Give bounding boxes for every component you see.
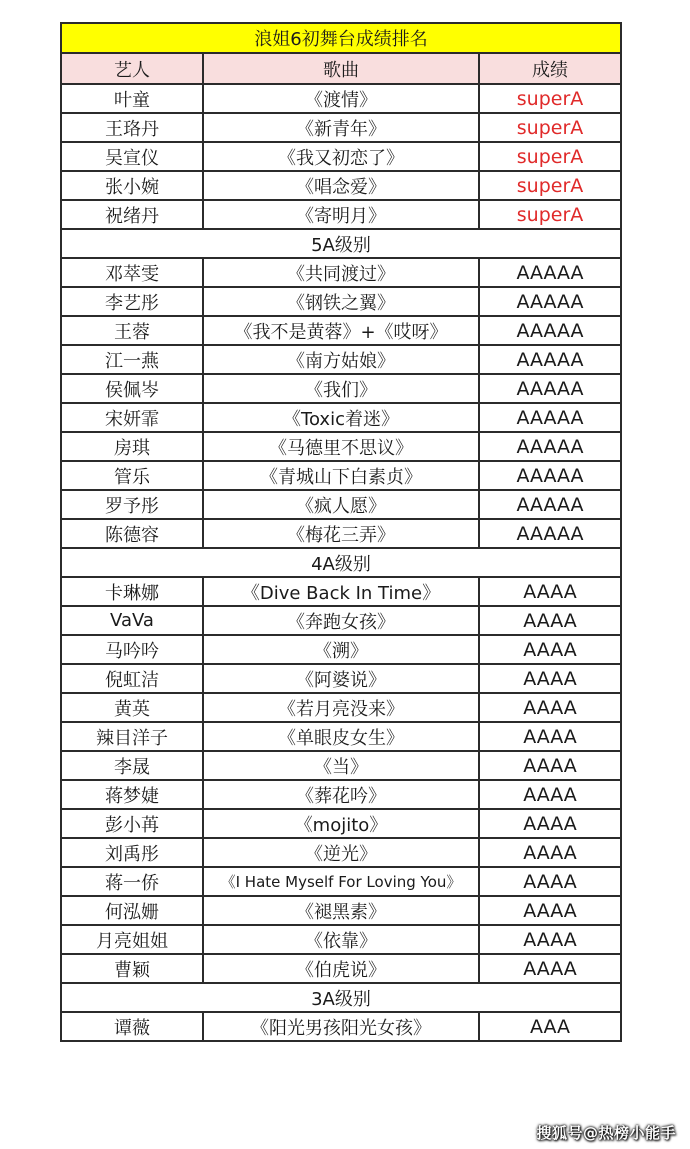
- song-cell: 《共同渡过》: [203, 258, 479, 287]
- table-row: [61, 751, 621, 780]
- score-cell: AAAAA: [479, 461, 621, 490]
- artist-cell: 刘禹彤: [61, 838, 203, 867]
- artist-cell: 王蓉: [61, 316, 203, 345]
- table-row: [61, 287, 621, 316]
- table-row: [61, 432, 621, 461]
- table-row: [61, 519, 621, 548]
- song-cell: 《疯人愿》: [203, 490, 479, 519]
- artist-cell: 黄英: [61, 693, 203, 722]
- artist-cell: 谭薇: [61, 1012, 203, 1041]
- table-row: [61, 490, 621, 519]
- artist-cell: 李艺彤: [61, 287, 203, 316]
- song-cell: 《溯》: [203, 635, 479, 664]
- table-row: [61, 316, 621, 345]
- table-row: [61, 171, 621, 200]
- table-row: [61, 345, 621, 374]
- score-cell: AAAA: [479, 809, 621, 838]
- artist-cell: 邓萃雯: [61, 258, 203, 287]
- artist-cell: 江一燕: [61, 345, 203, 374]
- artist-cell: 王珞丹: [61, 113, 203, 142]
- artist-cell: 辣目洋子: [61, 722, 203, 751]
- score-cell: AAAA: [479, 838, 621, 867]
- table-row: [61, 461, 621, 490]
- artist-cell: 倪虹洁: [61, 664, 203, 693]
- score-cell: AAAA: [479, 606, 621, 635]
- artist-cell: 何泓姗: [61, 896, 203, 925]
- song-cell: 《渡情》: [203, 84, 479, 113]
- song-cell: 《青城山下白素贞》: [203, 461, 479, 490]
- score-cell: AAAAA: [479, 519, 621, 548]
- artist-cell: 宋妍霏: [61, 403, 203, 432]
- table-row: [61, 577, 621, 606]
- table-row: [61, 200, 621, 229]
- score-cell: superA: [479, 171, 621, 200]
- tier-row: [61, 229, 621, 258]
- song-cell: 《当》: [203, 751, 479, 780]
- song-cell: 《葬花吟》: [203, 780, 479, 809]
- table-row: [61, 664, 621, 693]
- table-row: [61, 635, 621, 664]
- table-row: [61, 84, 621, 113]
- song-cell: 《若月亮没来》: [203, 693, 479, 722]
- song-cell: 《阿婆说》: [203, 664, 479, 693]
- song-cell: 《I Hate Myself For Loving You》: [203, 867, 479, 896]
- song-cell: 《南方姑娘》: [203, 345, 479, 374]
- artist-cell: 叶童: [61, 84, 203, 113]
- song-cell: 《奔跑女孩》: [203, 606, 479, 635]
- artist-cell: VaVa: [61, 606, 203, 635]
- score-cell: superA: [479, 84, 621, 113]
- artist-cell: 马吟吟: [61, 635, 203, 664]
- artist-cell: 月亮姐姐: [61, 925, 203, 954]
- artist-cell: 管乐: [61, 461, 203, 490]
- song-cell: 《唱念爱》: [203, 171, 479, 200]
- table-row: [61, 693, 621, 722]
- song-cell: 《褪黑素》: [203, 896, 479, 925]
- score-cell: AAAA: [479, 867, 621, 896]
- table-row: [61, 722, 621, 751]
- artist-cell: 陈德容: [61, 519, 203, 548]
- song-cell: 《梅花三弄》: [203, 519, 479, 548]
- header-song: 歌曲: [203, 53, 479, 84]
- song-cell: 《mojito》: [203, 809, 479, 838]
- score-cell: AAAA: [479, 780, 621, 809]
- header-score: 成绩: [479, 53, 621, 84]
- table-body: [61, 84, 621, 1041]
- table-row: [61, 374, 621, 403]
- song-cell: 《新青年》: [203, 113, 479, 142]
- table-row: [61, 896, 621, 925]
- score-cell: AAAAA: [479, 374, 621, 403]
- song-cell: 《寄明月》: [203, 200, 479, 229]
- table-row: [61, 925, 621, 954]
- score-cell: AAAA: [479, 954, 621, 983]
- artist-cell: 李晟: [61, 751, 203, 780]
- table-row: [61, 809, 621, 838]
- artist-cell: 祝绪丹: [61, 200, 203, 229]
- score-cell: AAA: [479, 1012, 621, 1041]
- tier-label: 4A级别: [61, 548, 621, 577]
- score-cell: AAAAA: [479, 432, 621, 461]
- artist-cell: 张小婉: [61, 171, 203, 200]
- header-row: [61, 53, 621, 84]
- score-cell: AAAA: [479, 896, 621, 925]
- artist-cell: 蒋梦婕: [61, 780, 203, 809]
- score-cell: AAAAA: [479, 490, 621, 519]
- song-cell: 《我又初恋了》: [203, 142, 479, 171]
- tier-label: 5A级别: [61, 229, 621, 258]
- table-row: [61, 258, 621, 287]
- song-cell: 《逆光》: [203, 838, 479, 867]
- table-row: [61, 780, 621, 809]
- tier-row: [61, 983, 621, 1012]
- artist-cell: 房琪: [61, 432, 203, 461]
- score-cell: AAAA: [479, 635, 621, 664]
- artist-cell: 曹颖: [61, 954, 203, 983]
- score-cell: AAAAA: [479, 345, 621, 374]
- score-cell: superA: [479, 200, 621, 229]
- song-cell: 《我们》: [203, 374, 479, 403]
- song-cell: 《伯虎说》: [203, 954, 479, 983]
- artist-cell: 彭小苒: [61, 809, 203, 838]
- table-row: [61, 142, 621, 171]
- watermark: 搜狐号@热榜小能手: [536, 1124, 676, 1142]
- score-cell: AAAAA: [479, 287, 621, 316]
- score-cell: AAAA: [479, 925, 621, 954]
- table-row: [61, 954, 621, 983]
- title-row: [61, 23, 621, 53]
- score-cell: AAAA: [479, 751, 621, 780]
- table-row: [61, 838, 621, 867]
- score-cell: AAAA: [479, 577, 621, 606]
- tier-row: [61, 548, 621, 577]
- song-cell: 《马德里不思议》: [203, 432, 479, 461]
- artist-cell: 吴宣仪: [61, 142, 203, 171]
- song-cell: 《钢铁之翼》: [203, 287, 479, 316]
- table-row: [61, 403, 621, 432]
- artist-cell: 罗予彤: [61, 490, 203, 519]
- score-cell: AAAA: [479, 722, 621, 751]
- song-cell: 《阳光男孩阳光女孩》: [203, 1012, 479, 1041]
- score-cell: AAAAA: [479, 316, 621, 345]
- table-row: [61, 113, 621, 142]
- song-cell: 《Dive Back In Time》: [203, 577, 479, 606]
- score-cell: AAAA: [479, 693, 621, 722]
- score-cell: superA: [479, 113, 621, 142]
- score-cell: AAAAA: [479, 258, 621, 287]
- ranking-table: [60, 22, 622, 1042]
- table-title: 浪姐6初舞台成绩排名: [61, 23, 621, 53]
- table-row: [61, 606, 621, 635]
- artist-cell: 蒋一侨: [61, 867, 203, 896]
- artist-cell: 卡琳娜: [61, 577, 203, 606]
- score-cell: AAAA: [479, 664, 621, 693]
- header-artist: 艺人: [61, 53, 203, 84]
- tier-label: 3A级别: [61, 983, 621, 1012]
- score-cell: AAAAA: [479, 403, 621, 432]
- table-row: [61, 1012, 621, 1041]
- song-cell: 《Toxic着迷》: [203, 403, 479, 432]
- song-cell: 《单眼皮女生》: [203, 722, 479, 751]
- artist-cell: 侯佩岑: [61, 374, 203, 403]
- song-cell: 《依靠》: [203, 925, 479, 954]
- table-row: [61, 867, 621, 896]
- score-cell: superA: [479, 142, 621, 171]
- song-cell: 《我不是黄蓉》+《哎呀》: [203, 316, 479, 345]
